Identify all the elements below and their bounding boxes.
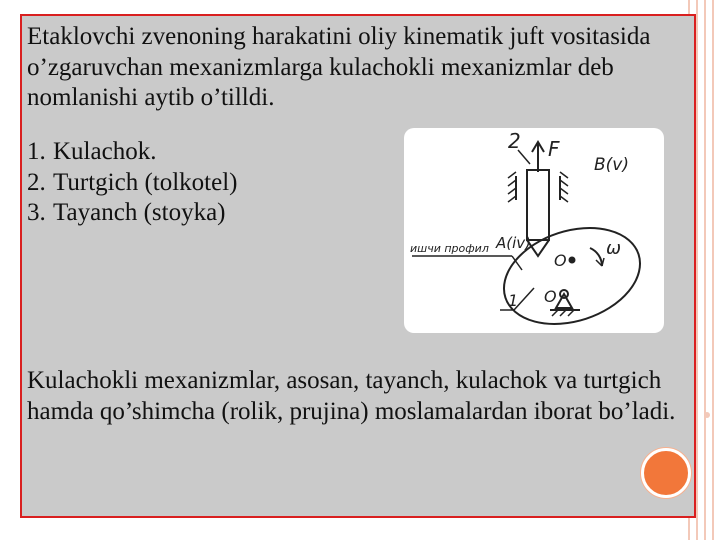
list-text: Kulachok.: [53, 138, 157, 165]
list-number: 1.: [27, 138, 46, 165]
list-text: Tayanch (stoyka): [53, 199, 226, 226]
cam-profile: [492, 212, 653, 333]
list-text: Turtgich (tolkotel): [53, 168, 238, 196]
label-2: 2: [508, 129, 521, 153]
label-1: 1: [508, 291, 519, 310]
label-A: A(iv): [496, 234, 532, 252]
cam-mechanism-figure: [404, 128, 664, 333]
cam-diagram: [404, 128, 664, 333]
list-item: [27, 168, 238, 199]
label-O1: O: [554, 251, 567, 270]
follower-rod: [527, 170, 549, 240]
list-item: [27, 137, 238, 168]
decorative-dot: [704, 412, 710, 418]
label-F: F: [548, 137, 560, 161]
summary-paragraph: Kulachokli mexanizmlar, asosan, tayanch, kulachok va turtgich hamda qo’shimcha (rolik, prujina) moslamalardan iborat bo’ladi.: [27, 367, 676, 425]
components-list: [27, 137, 238, 229]
label-O: O: [544, 287, 557, 306]
decorative-circle: [641, 448, 691, 498]
list-number: 3.: [27, 199, 46, 226]
list-number: 2.: [27, 168, 46, 196]
list-item: [27, 198, 238, 229]
label-omega: ω: [606, 238, 622, 259]
intro-paragraph: Etaklovchi zvenoning harakatini oliy kinematik juft vositasida o’zgaruvchan mexanizmlarga kulachokli mexanizmlar deb nomlanishi aytib o’tilldi.: [27, 23, 651, 111]
label-working-profile: ишчи профил: [410, 242, 489, 255]
label-B: B(v): [594, 155, 629, 175]
